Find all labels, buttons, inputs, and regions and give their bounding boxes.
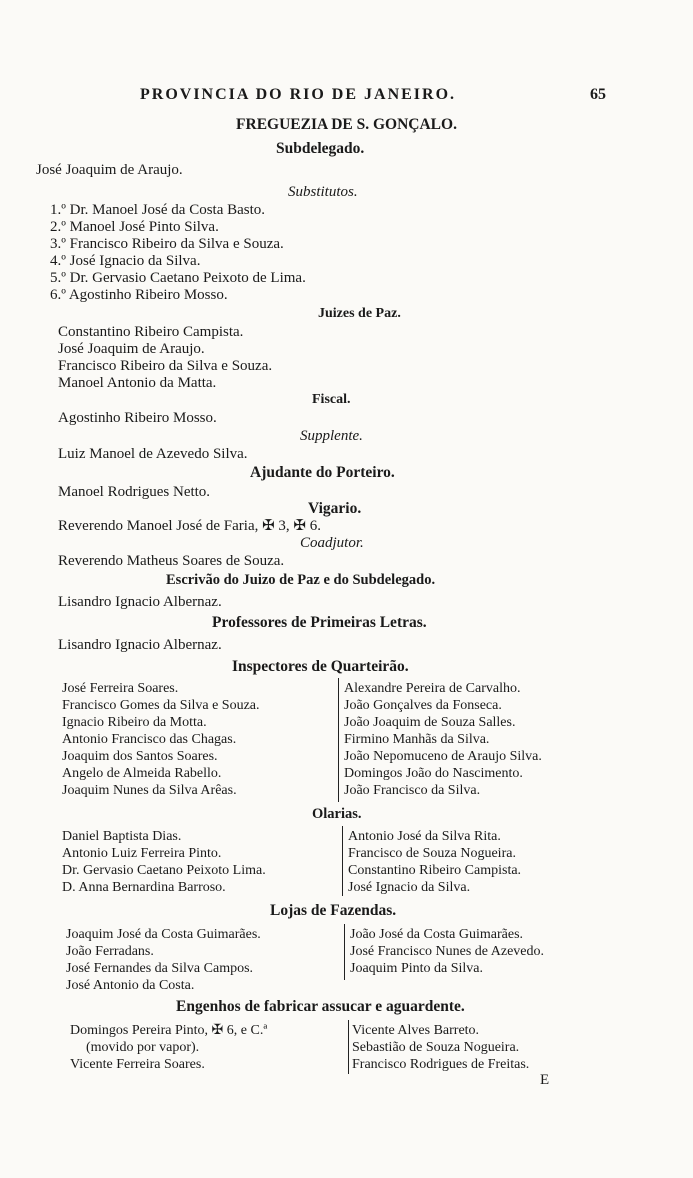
column-divider <box>338 678 339 802</box>
inspector-left-4: Antonio Francisco das Chagas. <box>62 732 237 747</box>
section-title-coadjutor: Coadjutor. <box>300 535 364 551</box>
olaria-right-4: José Ignacio da Silva. <box>348 880 471 895</box>
section-title-ajudante: Ajudante do Porteiro. <box>250 464 395 481</box>
section-title-fiscal: Fiscal. <box>312 392 351 407</box>
juiz-3: Francisco Ribeiro da Silva e Souza. <box>58 358 273 374</box>
inspector-right-3: João Joaquim de Souza Salles. <box>344 715 516 730</box>
section-title-lojas: Lojas de Fazendas. <box>270 902 397 919</box>
substituto-5: 5.º Dr. Gervasio Caetano Peixoto de Lima. <box>50 270 306 286</box>
substituto-4: 4.º José Ignacio da Silva. <box>50 253 201 269</box>
professor-name: Lisandro Ignacio Albernaz. <box>58 637 222 653</box>
section-title-olarias: Olarias. <box>312 806 362 822</box>
section-title-supplente: Supplente. <box>300 428 363 444</box>
inspector-left-3: Ignacio Ribeiro da Motta. <box>62 715 207 730</box>
olaria-left-1: Daniel Baptista Dias. <box>62 829 182 844</box>
ajudante-name: Manoel Rodrigues Netto. <box>58 484 211 500</box>
column-divider <box>342 826 343 896</box>
section-title-escrivao: Escrivão do Juizo de Paz e do Subdelegado. <box>166 572 436 588</box>
engenho-right-3: Francisco Rodrigues de Freitas. <box>352 1057 530 1072</box>
substituto-2: 2.º Manoel José Pinto Silva. <box>50 219 219 235</box>
vigario-name: Reverendo Manoel José de Faria, ✠ 3, ✠ 6. <box>58 518 321 534</box>
section-title-engenhos: Engenhos de fabricar assucar e aguardente. <box>176 998 465 1015</box>
inspector-right-5: João Nepomuceno de Araujo Silva. <box>344 749 542 764</box>
inspector-left-7: Joaquim Nunes da Silva Arêas. <box>62 783 237 798</box>
loja-left-2: João Ferradans. <box>66 944 154 959</box>
escrivao-name: Lisandro Ignacio Albernaz. <box>58 594 222 610</box>
engenho-left-3: Vicente Ferreira Soares. <box>70 1057 205 1072</box>
inspector-left-1: José Ferreira Soares. <box>62 681 179 696</box>
loja-left-3: José Fernandes da Silva Campos. <box>66 961 254 976</box>
fiscal-name: Agostinho Ribeiro Mosso. <box>58 410 217 426</box>
olaria-right-1: Antonio José da Silva Rita. <box>348 829 501 844</box>
inspector-left-5: Joaquim dos Santos Soares. <box>62 749 218 764</box>
section-title-substitutos: Substitutos. <box>288 184 358 200</box>
substituto-1: 1.º Dr. Manoel José da Costa Basto. <box>50 202 266 218</box>
supplente-name: Luiz Manoel de Azevedo Silva. <box>58 446 248 462</box>
loja-left-4: José Antonio da Costa. <box>66 978 195 993</box>
loja-left-1: Joaquim José da Costa Guimarães. <box>66 927 261 942</box>
page-number: 65 <box>590 86 606 103</box>
juiz-2: José Joaquim de Araujo. <box>58 341 205 357</box>
running-title: PROVINCIA DO RIO DE JANEIRO. <box>140 86 457 103</box>
substituto-3: 3.º Francisco Ribeiro da Silva e Souza. <box>50 236 284 252</box>
section-title-subdelegado: Subdelegado. <box>276 140 365 157</box>
inspector-left-2: Francisco Gomes da Silva e Souza. <box>62 698 260 713</box>
section-title-vigario: Vigario. <box>308 500 362 517</box>
column-divider <box>348 1020 349 1074</box>
engenho-right-1: Vicente Alves Barreto. <box>352 1023 480 1038</box>
catchword: E <box>540 1072 550 1088</box>
olaria-left-4: D. Anna Bernardina Barroso. <box>62 880 226 895</box>
substituto-6: 6.º Agostinho Ribeiro Mosso. <box>50 287 228 303</box>
olaria-left-2: Antonio Luiz Ferreira Pinto. <box>62 846 222 861</box>
inspector-right-7: João Francisco da Silva. <box>344 783 481 798</box>
olaria-right-2: Francisco de Souza Nogueira. <box>348 846 516 861</box>
loja-right-2: José Francisco Nunes de Azevedo. <box>350 944 545 959</box>
freguezia-title: FREGUEZIA DE S. GONÇALO. <box>236 116 457 133</box>
section-title-professores: Professores de Primeiras Letras. <box>212 614 427 631</box>
loja-right-3: Joaquim Pinto da Silva. <box>350 961 483 976</box>
section-title-inspectores: Inspectores de Quarteirão. <box>232 658 409 675</box>
column-divider <box>344 924 345 980</box>
engenho-left-1: Domingos Pereira Pinto, ✠ 6, e C.ª <box>70 1023 268 1038</box>
subdelegado-name: José Joaquim de Araujo. <box>36 162 183 178</box>
inspector-right-4: Firmino Manhãs da Silva. <box>344 732 490 747</box>
olaria-right-3: Constantino Ribeiro Campista. <box>348 863 522 878</box>
inspector-right-2: João Gonçalves da Fonseca. <box>344 698 502 713</box>
inspector-left-6: Angelo de Almeida Rabello. <box>62 766 222 781</box>
inspector-right-1: Alexandre Pereira de Carvalho. <box>344 681 521 696</box>
engenho-left-2: (movido por vapor). <box>86 1040 200 1055</box>
inspector-right-6: Domingos João do Nascimento. <box>344 766 523 781</box>
coadjutor-name: Reverendo Matheus Soares de Souza. <box>58 553 285 569</box>
juiz-1: Constantino Ribeiro Campista. <box>58 324 244 340</box>
juiz-4: Manoel Antonio da Matta. <box>58 375 217 391</box>
section-title-juizes: Juizes de Paz. <box>318 306 401 321</box>
loja-right-1: João José da Costa Guimarães. <box>350 927 524 942</box>
engenho-right-2: Sebastião de Souza Nogueira. <box>352 1040 520 1055</box>
olaria-left-3: Dr. Gervasio Caetano Peixoto Lima. <box>62 863 266 878</box>
